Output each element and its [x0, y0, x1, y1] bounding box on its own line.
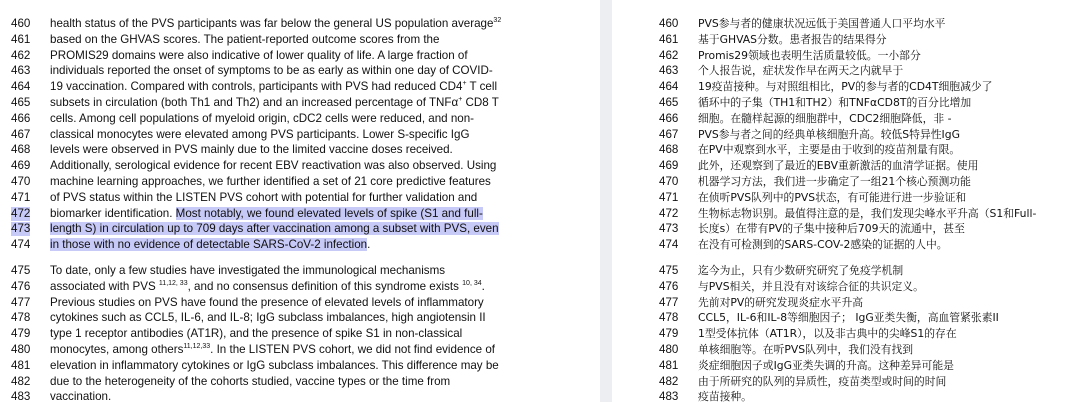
line-text: 19疫苗接种。与对照组相比，PV的参与者的CD4T细胞减少了 — [698, 80, 993, 94]
line-text — [50, 375, 450, 389]
citation-superscript: 11,12, 33 — [158, 279, 188, 287]
line-text — [50, 33, 439, 47]
line-number: 472 — [659, 206, 679, 220]
line-text — [50, 311, 486, 325]
line-number: 463 — [659, 64, 679, 78]
text-run: of PVS status within the LISTEN PVS cohort with potential for further validation and — [50, 190, 478, 204]
line-text: 疫苗接种。 — [698, 390, 752, 404]
line-text: PVS参与者的健康状况远低于美国普通人口平均水平 — [698, 17, 946, 30]
line-number: 475 — [11, 264, 31, 277]
text-run: machine learning approaches, we further identified a set of 21 core predictive features — [50, 175, 491, 188]
text-run: 19 vaccination. Compared with controls, participants with PVS had reduced CD4 — [50, 80, 463, 94]
line-text: 由于所研究的队列的异质性，疫苗类型或时间的时间 — [698, 374, 947, 388]
line-text: 机器学习方法，我们进一步确定了一组21个核心预测功能 — [698, 175, 971, 188]
line-text — [50, 343, 495, 357]
line-text: 迄今为止，只有少数研究研究了免疫学机制 — [698, 264, 904, 277]
line-number: 478 — [11, 311, 31, 325]
text-run: monocytes, among others — [50, 343, 184, 356]
line-text — [50, 80, 497, 94]
line-number: 476 — [659, 279, 679, 293]
text-run: Previous studies on PVS have found the presence of elevated levels of inflammatory — [50, 295, 484, 309]
line-text — [50, 238, 370, 252]
text-run: type 1 receptor antibodies (AT1R), and the presence of spike S1 in non-classical — [50, 327, 463, 341]
line-number: 478 — [659, 311, 679, 325]
line-text — [50, 264, 445, 278]
citation-superscript: + — [458, 96, 463, 104]
line-number: 461 — [659, 32, 679, 46]
line-number: 483 — [659, 390, 679, 404]
line-number: 468 — [659, 143, 679, 157]
line-number: 481 — [11, 358, 31, 372]
line-text: 与PVS相关，并且没有对该综合征的共识定义。 — [698, 279, 924, 293]
text-run: , and no consensus definition of this syndrome exists — [187, 279, 463, 293]
line-number: 460 — [11, 17, 31, 30]
line-number: 460 — [659, 17, 679, 30]
line-number: 474 — [11, 238, 31, 252]
text-run: levels were observed in PVS mainly due to the limited vaccine doses received. — [50, 143, 453, 157]
line-text: 基于GHVAS分数。患者报告的结果得分 — [698, 32, 887, 46]
line-text: 先前对PV的研究发现炎症水平升高 — [698, 295, 864, 309]
text-run: Additionally, serological evidence for recent EBV reactivation was also observed. Using — [50, 159, 497, 173]
line-number: 461 — [11, 32, 31, 46]
line-text: 此外，还观察到了最近的EBV重新激活的血清学证据。使用 — [698, 159, 979, 173]
line-number: 469 — [11, 159, 31, 173]
line-number: 477 — [11, 295, 31, 309]
text-run: . — [481, 279, 485, 293]
line-text — [50, 17, 501, 31]
highlighted-text: Most notably, we found elevated levels of spike (S1 and full- — [175, 206, 483, 220]
line-text — [50, 359, 499, 373]
line-text: 单核细胞等。在听PVS队列中，我们没有找到 — [698, 343, 914, 356]
line-number: 483 — [11, 390, 31, 404]
line-text — [50, 175, 491, 189]
text-run: subsets in circulation (both Th1 and Th2) and an increased percentage of TNFα — [50, 96, 459, 109]
line-text: 在PV中观察到水平，主要是由于收到的疫苗剂量有限。 — [698, 143, 961, 157]
text-run: individuals reported the onset of symptoms to be as early as within one day of COVID- — [50, 64, 493, 78]
line-text — [50, 207, 483, 221]
citation-superscript: 10, 34 — [462, 279, 482, 287]
text-run: To date, only a few studies have investigated the immunological mechanisms — [50, 264, 446, 277]
line-number: 480 — [11, 343, 31, 356]
line-number: 481 — [659, 358, 679, 372]
line-number: 462 — [659, 48, 679, 62]
line-text: 细胞。在髓样起源的细胞群中，CDC2细胞降低，非 - — [698, 111, 952, 125]
text-run: vaccination. — [50, 390, 112, 404]
citation-superscript: 11,12,33 — [183, 343, 211, 351]
line-text — [50, 159, 496, 173]
line-number: 471 — [11, 190, 31, 204]
line-number: 479 — [659, 327, 679, 341]
line-number: 476 — [11, 279, 31, 293]
line-number: 468 — [11, 143, 31, 157]
line-text — [50, 49, 468, 63]
line-text — [50, 112, 474, 126]
line-number: 473 — [11, 222, 31, 236]
highlighted-text: in those with no evidence of detectable SARS-CoV-2 infection — [50, 238, 368, 252]
line-text — [50, 296, 484, 310]
citation-superscript: 32 — [493, 17, 502, 25]
citation-superscript: + — [462, 80, 467, 88]
line-number: 471 — [659, 190, 679, 204]
text-run: biomarker identification. — [50, 206, 176, 220]
line-text: 生物标志物识别。最值得注意的是，我们发现尖峰水平升高（S1和Full- — [698, 206, 1037, 220]
line-number: 469 — [659, 159, 679, 173]
line-text: 1型受体抗体（AT1R），以及非古典中的尖峰S1的存在 — [698, 327, 957, 341]
line-number: 473 — [659, 222, 679, 236]
text-run: due to the heterogeneity of the cohorts studied, vaccine types or the time from — [50, 374, 451, 388]
line-number: 464 — [11, 80, 31, 94]
line-number: 470 — [11, 175, 31, 188]
line-text — [50, 280, 485, 294]
text-run: cytokines such as CCL5, IL-6, and IL-8; IgG subclass imbalances, high angiotensin II — [50, 311, 486, 325]
text-run: elevation in inflammatory cytokines or IgG subclass imbalances. This difference may be — [50, 358, 499, 372]
line-number: 463 — [11, 64, 31, 78]
line-text — [50, 96, 499, 110]
line-text — [50, 327, 462, 341]
chinese-translation-pane — [612, 0, 1080, 402]
line-number: 465 — [659, 96, 679, 109]
line-text: 在侦听PVS队列中的PVS状态，有可能进行进一步验证和 — [698, 190, 967, 204]
line-text: PVS参与者之间的经典单核细胞升高。较低S特异性IgG — [698, 127, 960, 141]
line-number: 482 — [659, 374, 679, 388]
line-text: 在没有可检测到的SARS-COV-2感染的证据的人中。 — [698, 238, 948, 252]
line-number: 479 — [11, 327, 31, 341]
line-text: 个人报告说，症状发作早在两天之内就早于 — [698, 64, 904, 78]
line-number: 462 — [11, 48, 31, 62]
line-number: 467 — [659, 127, 679, 141]
line-number: 474 — [659, 238, 679, 252]
line-number: 466 — [11, 111, 31, 125]
line-number: 477 — [659, 295, 679, 309]
line-number: 466 — [659, 111, 679, 125]
text-run: . In the LISTEN PVS cohort, we did not find evidence of — [210, 343, 495, 356]
line-number: 475 — [659, 264, 679, 277]
line-text — [50, 222, 499, 236]
line-number: 464 — [659, 80, 679, 94]
line-text: 长度s）在带有PV的子集中接种后709天的流通中，甚至 — [698, 222, 965, 236]
text-run: associated with PVS — [50, 279, 159, 293]
text-run: health status of the PVS participants was far below the general US population average — [50, 17, 494, 30]
line-text: 炎症细胞因子或IgG亚类失调的升高。这种差异可能是 — [698, 358, 954, 372]
line-number: 472 — [11, 206, 31, 220]
text-run: PROMIS29 domains were also indicative of lower quality of life. A large fraction of — [50, 48, 468, 62]
text-run: CD8 T — [462, 96, 499, 109]
line-text — [50, 191, 477, 205]
text-run: based on the GHVAS scores. The patient-reported outcome scores from the — [50, 32, 440, 46]
line-number: 470 — [659, 175, 679, 188]
line-number: 465 — [11, 96, 31, 109]
text-run: classical monocytes were elevated among PVS participants. Lower S-specific IgG — [50, 127, 470, 141]
highlighted-text: length S) in circulation up to 709 days after vaccination among a subset with PVS, even — [50, 222, 499, 236]
text-run: cells. Among cell populations of myeloid origin, cDC2 cells were reduced, and non- — [50, 111, 475, 125]
line-text — [50, 128, 470, 142]
line-text: 循环中的子集（TH1和TH2）和TNFαCD8T的百分比增加 — [698, 96, 972, 109]
line-text — [50, 143, 453, 157]
line-text — [50, 64, 493, 78]
line-number: 480 — [659, 343, 679, 356]
line-number: 467 — [11, 127, 31, 141]
text-run: . — [367, 238, 371, 252]
line-text: CCL5，IL-6和IL-8等细胞因子； IgG亚类失衡，高血管紧张素II — [698, 311, 999, 325]
line-text: Promis29领域也表明生活质量较低。一小部分 — [698, 48, 921, 62]
pane-divider — [600, 0, 612, 402]
text-run: T cell — [466, 80, 498, 94]
line-number: 482 — [11, 374, 31, 388]
